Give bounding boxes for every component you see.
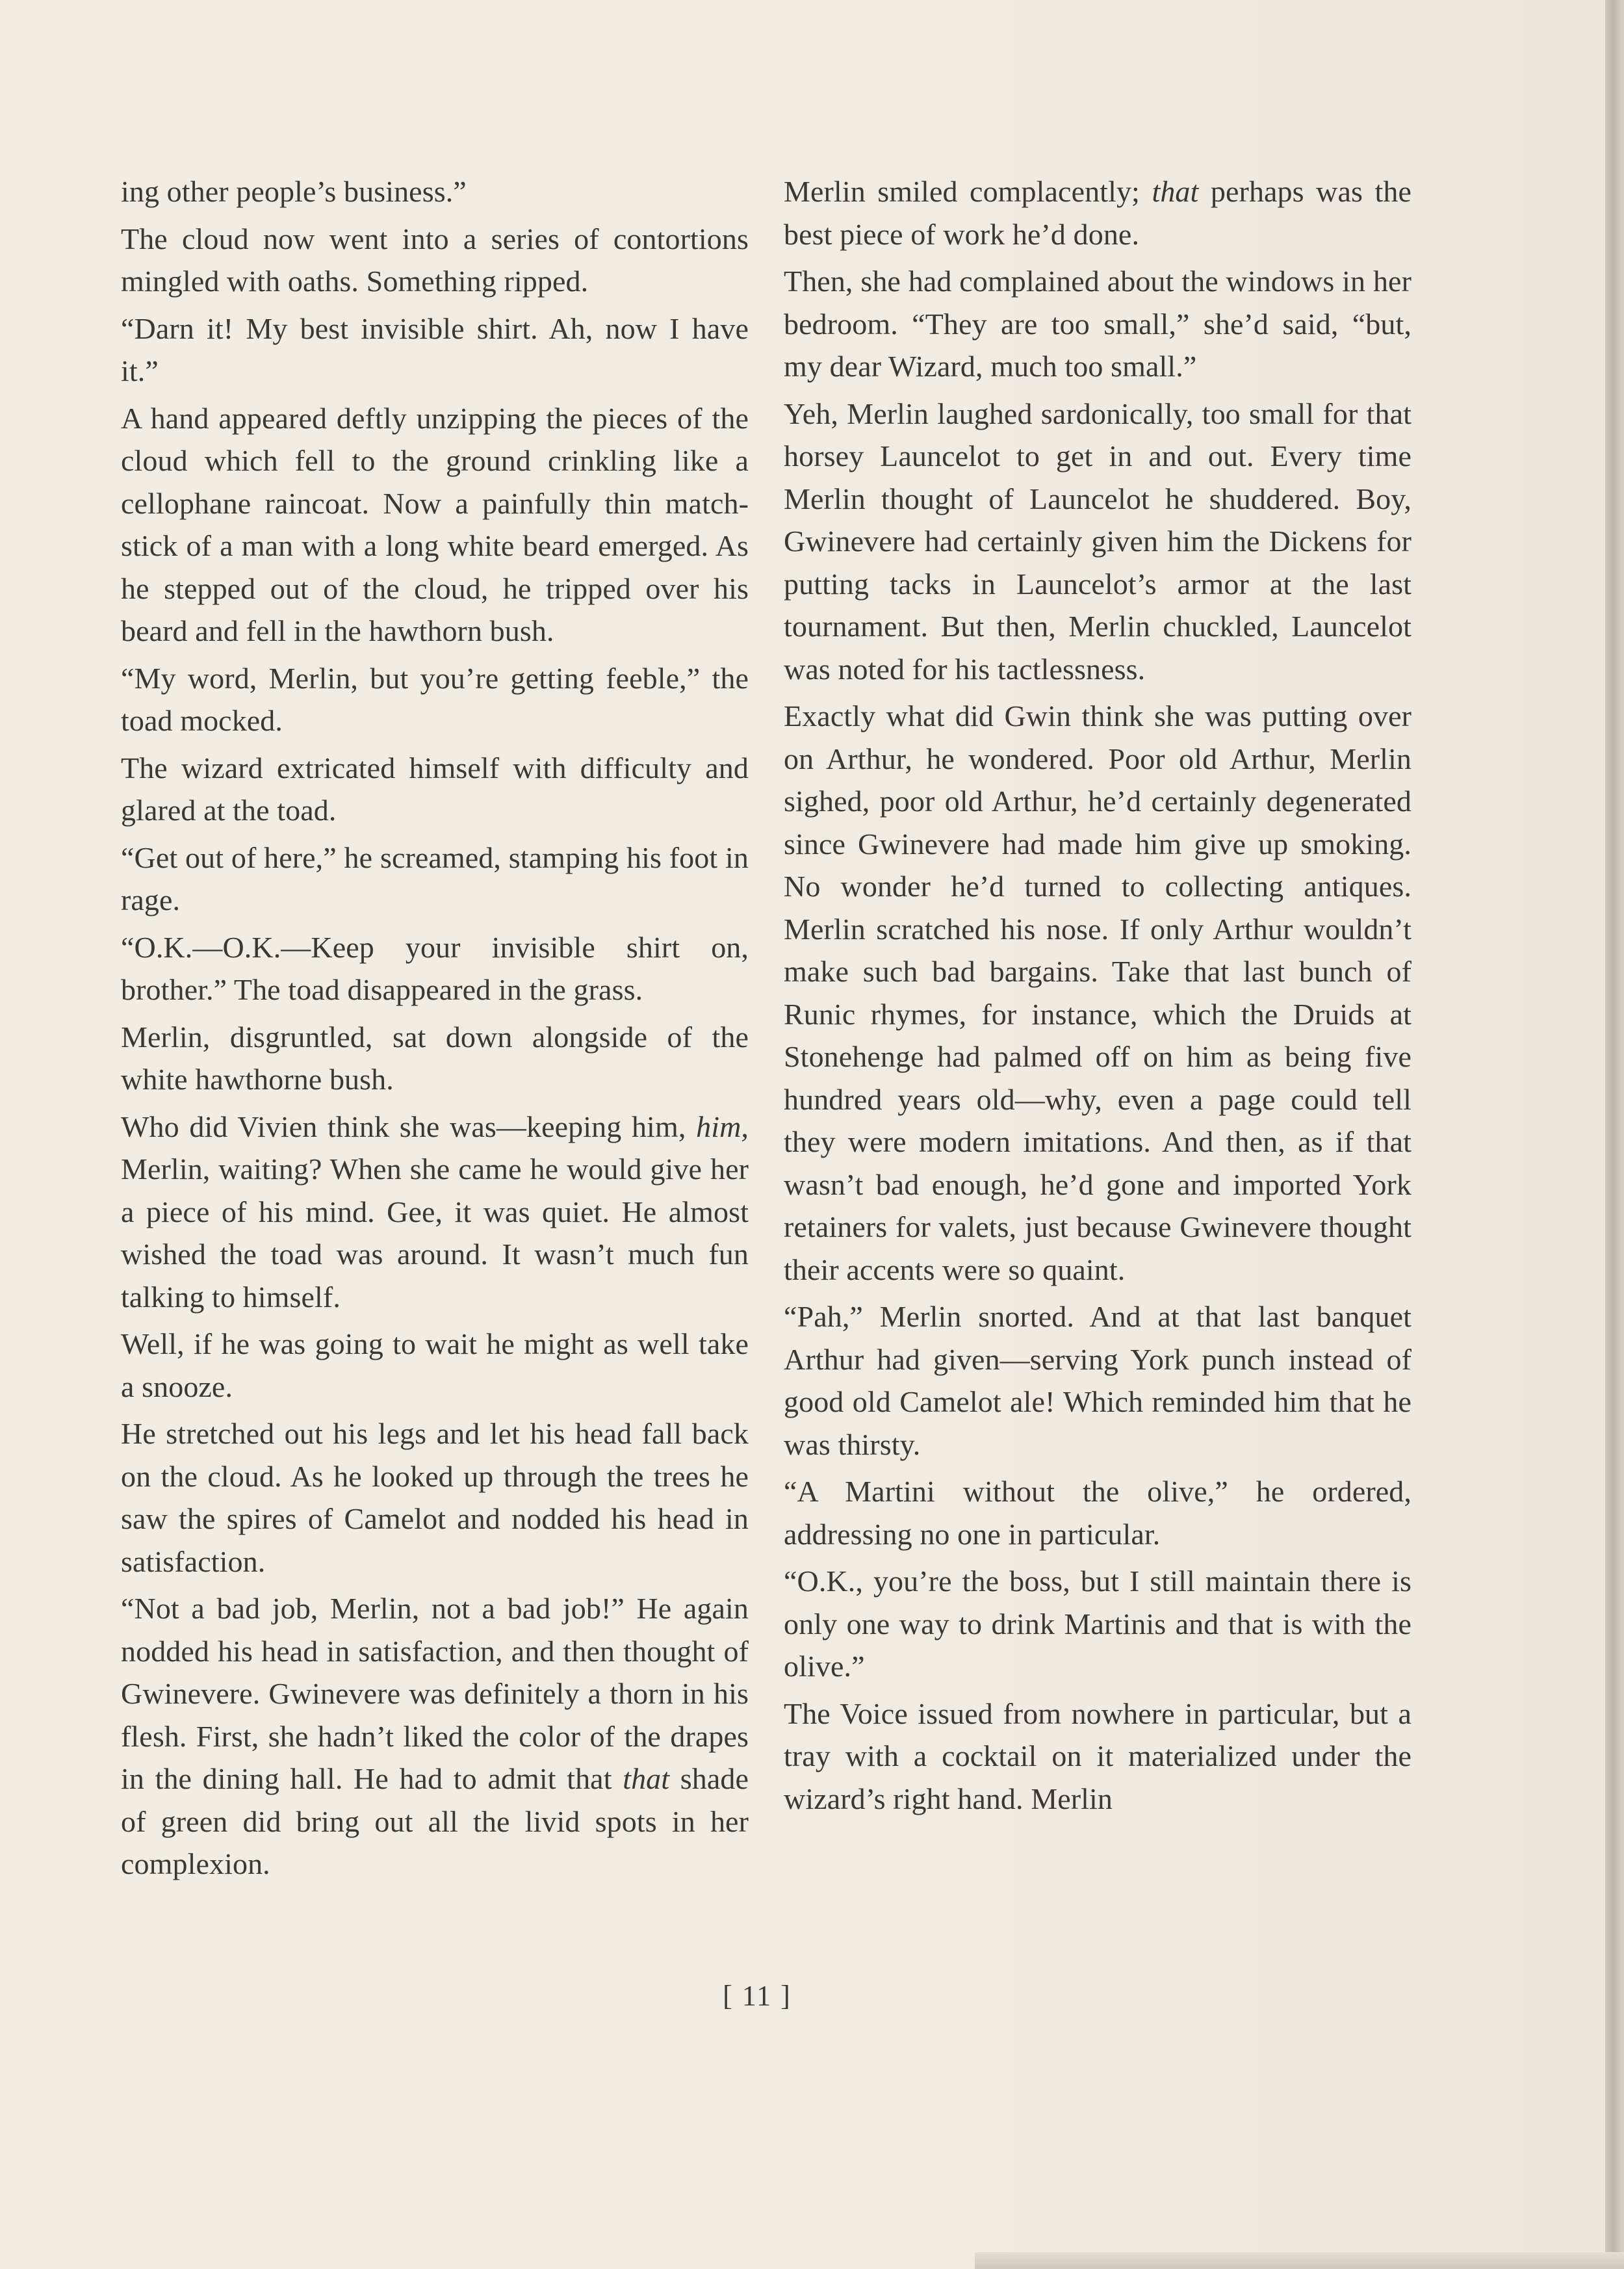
text-segment: Exactly what did Gwin think she was putting over on Arthur, he wondered. Poor old Arthur, Merlin sighed, poor old Arthur, he’d certainly degenerated since Gwinevere had made him give up smoking. No wonder he’d turned to collecting antiques. Merlin scratched his nose. If only Arthur wouldn’t make such bad bargains. Take that last bunch of Runic rhymes, for instance, which the Druids at Stonehenge had palmed off on him as being five hundred years old—why, even a page could tell they were modern imitations. And then, as if that wasn’t bad enough, he’d gone and imported York retainers for valets, just because Gwinevere thought their accents were so quaint.	[784, 699, 1411, 1286]
paragraph	[784, 1560, 1411, 1688]
paragraph	[121, 397, 749, 653]
paragraph	[784, 170, 1411, 255]
paragraph	[784, 1470, 1411, 1555]
text-segment: “O.K.—O.K.—Keep your invisible shirt on, brother.” The toad disappeared in the grass.	[121, 930, 749, 1006]
text-segment: “Not a bad job, Merlin, not a bad job!” He again nodded his head in satisfaction, and then thought of Gwinevere. Gwinevere was definitely a thorn in his flesh. First, she hadn’t liked the color of the drapes in the dining hall. He had to admit that	[121, 1592, 749, 1795]
paragraph	[784, 1295, 1411, 1466]
paragraph	[121, 1323, 749, 1408]
italic-text: him,	[696, 1109, 749, 1143]
text-segment: perhaps was the best piece of work he’d done.	[784, 175, 1411, 251]
text-segment: The Voice issued from nowhere in particular, but a tray with a cocktail on it materialized under the wizard’s right hand. Merlin	[784, 1696, 1411, 1815]
left-column	[121, 170, 749, 1890]
text-segment: “Pah,” Merlin snorted. And at that last banquet Arthur had given—serving York punch instead of good old Camelot ale! Which reminded him that he was thirsty.	[784, 1300, 1411, 1461]
text-segment: Who did Vivien think she was—keeping him,	[121, 1109, 697, 1143]
italic-text: that	[1152, 175, 1199, 208]
paragraph	[121, 1016, 749, 1101]
text-segment: Merlin smiled complacently;	[784, 175, 1152, 208]
paragraph	[784, 393, 1411, 691]
text-segment: A hand appeared deftly unzipping the pieces of the cloud which fell to the ground crinkling like a cellophane raincoat. Now a painfully thin match-stick of a man with a long white beard emerged. As he stepped out of the cloud, he tripped over his beard and fell in the hawthorn bush.	[121, 401, 749, 647]
paragraph	[121, 836, 749, 922]
text-segment: “Darn it! My best invisible shirt. Ah, now I have it.”	[121, 311, 749, 387]
right-column	[784, 170, 1411, 1824]
paragraph	[784, 695, 1411, 1291]
text-segment: “My word, Merlin, but you’re getting feeble,” the toad mocked.	[121, 661, 749, 737]
text-segment: Merlin, disgruntled, sat down alongside of the white hawthorne bush.	[121, 1020, 749, 1096]
paragraph	[121, 1412, 749, 1583]
text-segment: “A Martini without the olive,” he ordered, addressing no one in particular.	[784, 1475, 1411, 1551]
paragraph	[121, 307, 749, 393]
italic-text: that	[623, 1762, 670, 1795]
text-segment: Merlin, waiting? When she came he would give her a piece of his mind. Gee, it was quiet. He almost wished the toad was around. It wasn’t much fun talking to himself.	[121, 1152, 749, 1314]
text-segment: “O.K., you’re the boss, but I still maintain there is only one way to drink Martinis and that is with the olive.”	[784, 1564, 1411, 1683]
page-number: [ 11 ]	[723, 1980, 792, 2012]
paragraph	[784, 1692, 1411, 1821]
text-segment: ing other people’s business.”	[121, 175, 467, 208]
text-segment: The wizard extricated himself with difficulty and glared at the toad.	[121, 751, 749, 827]
paragraph	[121, 747, 749, 832]
paragraph	[121, 657, 749, 742]
text-segment: The cloud now went into a series of contortions mingled with oaths. Something ripped.	[121, 222, 749, 298]
paragraph	[121, 1106, 749, 1319]
book-spine-edge	[1605, 0, 1624, 2269]
text-segment: Well, if he was going to wait he might as well take a snooze.	[121, 1327, 749, 1403]
text-segment: Yeh, Merlin laughed sardonically, too small for that horsey Launcelot to get in and out. Every time Merlin thought of Launcelot he shuddered. Boy, Gwinevere had certainly given him the Dickens for putting tacks in Launcelot’s armor at the last tournament. But then, Merlin chuckled, Launcelot was noted for his tactlessness.	[784, 396, 1411, 686]
text-segment: Then, she had complained about the windows in her bedroom. “They are too small,” she’d said, “but, my dear Wizard, much too small.”	[784, 265, 1411, 383]
text-segment: He stretched out his legs and let his head fall back on the cloud. As he looked up through the trees he saw the spires of Camelot and nodded his head in satisfaction.	[121, 1417, 749, 1578]
paragraph	[121, 1587, 749, 1886]
text-segment: “Get out of here,” he screamed, stamping his foot in rage.	[121, 840, 749, 916]
page-bottom-edge	[975, 2252, 1624, 2269]
paragraph	[121, 926, 749, 1011]
text-segment: shade of green did bring out all the livid spots in her complexion.	[121, 1762, 749, 1880]
paragraph	[121, 170, 749, 213]
paragraph	[121, 218, 749, 303]
paragraph	[784, 260, 1411, 388]
